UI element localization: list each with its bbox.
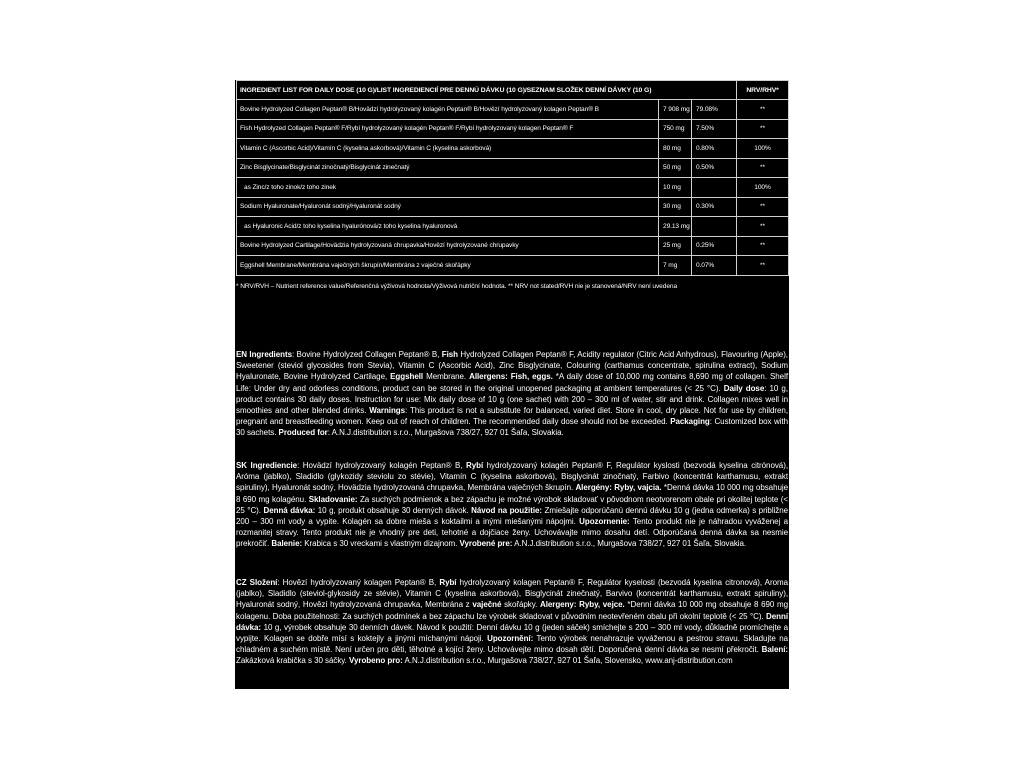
bold-text-run: Produced for bbox=[278, 428, 328, 438]
ingredient-name-cell: Bovine Hydrolyzed Collagen Peptan® B/Hovädzí hydrolyzovaný kolagén Peptan® B/Hovězí hydrolyzovaný kolagen Peptan® B bbox=[237, 100, 659, 120]
ingredient-name-cell: Eggshell Membrane/Membrána vaječných škrupín/Membrána z vaječné skořápky bbox=[237, 256, 659, 276]
table-row bbox=[237, 236, 789, 256]
text-run: : 10 g, product contains 30 daily doses. Instruction for use: Mix daily dose of 10 g (one sachet) with 200 – 300 ml of water, stir and drink. Collagen mixes well in smoothies and other blended drinks. bbox=[236, 383, 788, 416]
text-run: : Customized box with 30 sachets. bbox=[236, 417, 788, 438]
text-run: Membrane. bbox=[423, 372, 470, 382]
text-run: A.N.J.distribution s.r.o., Murgašova 738/27, 927 01 Šaľa, Slovensko, www.anj-distribution.com bbox=[402, 656, 733, 666]
bold-text-run: Rybí bbox=[439, 578, 457, 587]
text-run: Zakázková krabička s 30 sáčky. bbox=[236, 656, 350, 666]
text-run: 10 g, výrobek obsahuje 30 denních dávek. Návod k použití: Denní dávku 10 g (jeden sáček) smíchejte s 200 – 300 ml vody, důkladně promíchejte a vypijte. Kolagen se dobře mísí s koktejly a jinými míchanými nápoji. bbox=[236, 622, 788, 644]
ingredient-name-cell: as Zinc/z toho zinok/z toho zinek bbox=[237, 178, 659, 198]
amount-cell: 7 908 mg bbox=[659, 100, 692, 120]
text-run: : This product is not a substitute for balanced, varied diet. Store in cool, dry place. Not for use by children, pregnant and breastfeeding women. Keep out of reach of children. The recommended daily dose should not be exceeded. bbox=[236, 406, 788, 427]
bold-text-run: Daily dose bbox=[723, 383, 765, 393]
bold-text-run: Návod na použitie: bbox=[471, 505, 543, 515]
table-row bbox=[237, 119, 789, 139]
bold-text-run: vaječné bbox=[472, 600, 502, 610]
table-row bbox=[237, 256, 789, 276]
table-row bbox=[237, 139, 789, 159]
table-row bbox=[237, 217, 789, 237]
text-run: A.N.J.distribution s.r.o., Murgašova 738/27, 927 01 Šaľa, Slovakia. bbox=[512, 539, 747, 549]
bold-text-run: CZ Složení bbox=[236, 578, 278, 587]
bold-text-run: Denní dávka: bbox=[236, 611, 788, 632]
text-run: : A.N.J.distribution s.r.o., Murgašova 738/27, 927 01 Šaľa, Slovakia. bbox=[327, 428, 564, 438]
text-run: Tento výrobek nenahrazuje vyváženou a pestrou stravu. Skladujte na chladném a suchém místě. Není určen pro děti, těhotné a kojící ženy. Uchovávejte mimo dosah dětí. Doporučená denní dávka se nesmí překročit. bbox=[236, 634, 788, 655]
amount-cell: 50 mg bbox=[659, 158, 692, 178]
nrv-cell: ** bbox=[737, 100, 789, 120]
text-run: Za suchých podmienok a bez zápachu je možné výrobok skladovať v pôvodnom neotvorenom obale pri okolitej teplote (< 25 °C). bbox=[236, 494, 789, 515]
ingredient-name-cell: as Hyaluronic Acid/z toho kyselina hyalurónová/z toho kyselina hyaluronová bbox=[237, 217, 659, 237]
ingredient-name-cell: Vitamin C (Ascorbic Acid)/Vitamín C (kyselina askorbová)/Vitamin C (kyselina askorbová) bbox=[237, 139, 659, 159]
bold-text-run: Eggshell bbox=[390, 372, 424, 382]
amount-cell: 29.13 mg bbox=[659, 217, 692, 237]
percent-cell bbox=[692, 217, 737, 237]
text-run: hydrolyzovaný kolagen Peptan® F, Regulátor kyselosti (bezvodá kyselina citronová), Aroma (jablko), Sladidlo (steviol-glykosidy ze stévie), Vitamin C (kyselina askorbová), Bisglycinát zinečnatý, Barvivo (koncentrát karthamusu, extrakt spiruliny), Hyaluronát sodný, Hovězí hydrolyzovaná chrupavka, Membrána z bbox=[236, 578, 788, 610]
nrv-cell: ** bbox=[737, 217, 789, 237]
nrv-cell: 100% bbox=[737, 139, 789, 159]
nrv-cell: ** bbox=[737, 197, 789, 217]
bold-text-run: SK Ingrediencie bbox=[236, 461, 298, 470]
nrv-cell: ** bbox=[737, 119, 789, 139]
percent-cell: 0.07% bbox=[692, 256, 737, 276]
bold-text-run: Balenie: bbox=[271, 539, 303, 549]
text-run: *A daily dose of 10,000 mg contains 8,690 mg of collagen. Shelf Life: Under dry and odorless conditions, product can be stored in the original unopened packaging at ambient temperatures (< 25 °C). bbox=[236, 372, 788, 393]
percent-cell bbox=[692, 178, 737, 198]
amount-cell: 7 mg bbox=[659, 256, 692, 276]
text-run: skořápky. bbox=[501, 600, 540, 610]
text-run: : Hovädzí hydrolyzovaný kolagén Peptan® B, bbox=[297, 461, 466, 470]
text-run: : Bovine Hydrolyzed Collagen Peptan® B, bbox=[291, 350, 442, 359]
text-run: *Denná dávka 10 000 mg obsahuje 8 690 mg kolagénu. bbox=[236, 483, 788, 504]
bold-text-run: Packaging bbox=[670, 417, 710, 427]
bold-text-run: Denná dávka: bbox=[263, 505, 316, 515]
nrv-header: NRV/RHV* bbox=[737, 81, 789, 100]
percent-cell: 79.08% bbox=[692, 100, 737, 120]
ingredients-en-paragraph bbox=[236, 349, 788, 439]
bold-text-run: Alergeny: Ryby, vejce. bbox=[539, 600, 625, 610]
amount-cell: 30 mg bbox=[659, 197, 692, 217]
nrv-cell: 100% bbox=[737, 178, 789, 198]
bold-text-run: Upozornění: bbox=[487, 634, 534, 644]
percent-cell: 0.80% bbox=[692, 139, 737, 159]
text-run: 10 g, produkt obsahuje 30 denných dávok. bbox=[315, 505, 472, 515]
ingredient-name-cell: Zinc Bisglycinate/Bisglycinát zinočnatý/Bisglycinát zinečnatý bbox=[237, 158, 659, 178]
nrv-cell: ** bbox=[737, 158, 789, 178]
bold-text-run: Warnings bbox=[369, 406, 406, 416]
ingredients-cz-paragraph bbox=[236, 577, 788, 667]
percent-cell: 0.50% bbox=[692, 158, 737, 178]
percent-cell: 0.25% bbox=[692, 236, 737, 256]
bold-text-run: Allergens: Fish, eggs. bbox=[469, 372, 553, 382]
text-run: Tento produkt nie je náhradou vyváženej a rozmanitej stravy. Tento produkt nie je vhodný pre deti, tehotné a dojčiace ženy. Uchovávajte mimo dosahu detí. Odporúčaná denná dávka sa nesmie prekročiť. bbox=[236, 517, 789, 549]
table-row bbox=[237, 178, 789, 198]
table-row bbox=[237, 100, 789, 120]
nrv-cell: ** bbox=[737, 256, 789, 276]
bold-text-run: Alergény: Ryby, vajcia. bbox=[575, 483, 662, 493]
ingredient-table bbox=[236, 80, 789, 276]
bold-text-run: Balení: bbox=[761, 645, 788, 655]
table-row bbox=[237, 197, 789, 217]
bold-text-run: EN Ingredients bbox=[236, 350, 292, 359]
text-run: : Hovězí hydrolyzovaný kolagen Peptan® B, bbox=[277, 578, 440, 587]
amount-cell: 80 mg bbox=[659, 139, 692, 159]
text-run: Hydrolyzed Collagen Peptan® F, Acidity regulator (Citric Acid Anhydrous), Flavouring (Apple), Sweetener (steviol glycosides from Stevia), Vitamin C (Ascorbic Acid), Zinc Bisglycinate, Colouring (carthamus concentrate, spirulina extract), Sodium Hyaluronate, Bovine Hydrolyzed Cartilage, bbox=[236, 350, 788, 382]
text-run: *Denní dávka 10 000 mg obsahuje 8 690 mg kolagenu. Doba použitelnosti: Za suchých podmínek a bez zápachu lze výrobek skladovat v původním neotevřeném obalu při okolní teplotě (< 25 °C). bbox=[236, 600, 788, 621]
percent-cell: 0.30% bbox=[692, 197, 737, 217]
bold-text-run: Skladovanie: bbox=[308, 494, 358, 504]
bold-text-run: Upozornenie: bbox=[579, 517, 630, 527]
amount-cell: 10 mg bbox=[659, 178, 692, 198]
percent-cell: 7.50% bbox=[692, 119, 737, 139]
nrv-cell: ** bbox=[737, 236, 789, 256]
ingredient-name-cell: Bovine Hydrolyzed Cartilage/Hovädzia hydrolyzovaná chrupavka/Hovězí hydrolyzované chrupavky bbox=[237, 236, 659, 256]
table-header-row bbox=[237, 81, 789, 100]
bold-text-run: Vyrobené pre: bbox=[459, 539, 513, 549]
ingredient-name-cell: Sodium Hyaluronate/Hyaluronát sodný/Hyaluronát sodný bbox=[237, 197, 659, 217]
text-run: Zmiešajte odporúčanú dennú dávku 10 g (jedna odmerka) s približne 200 – 300 ml vody a vypite. Kolagén sa dobre mieša s koktailmi a inými miešanými nápojmi. bbox=[236, 505, 789, 527]
ingredient-name-cell: Fish Hydrolyzed Collagen Peptan® F/Rybí hydrolyzovaný kolagén Peptan® F/Rybí hydrolyzovaný kolagen Peptan® F bbox=[237, 119, 659, 139]
ingredient-header: INGREDIENT LIST FOR DAILY DOSE (10 G)/LIST INGREDIENCIÍ PRE DENNÚ DÁVKU (10 G)/SEZNAM SLOŽEK DENNÍ DÁVKY (10 G) bbox=[237, 81, 737, 100]
nutrition-label-panel bbox=[235, 80, 789, 689]
nrv-footnote: * NRV/RVH – Nutrient reference value/Referenčná výživová hodnota/Výživová nutriční hodnota. ** NRV not stated/RVH nie je stanovená/NRV není uvedena bbox=[236, 283, 678, 290]
text-run: Krabica s 30 vreckami s vlastným dizajnom. bbox=[302, 539, 460, 549]
amount-cell: 750 mg bbox=[659, 119, 692, 139]
bold-text-run: Fish bbox=[441, 350, 458, 359]
text-run: hydrolyzovaný kolagén Peptan® F, Regulátor kyslosti (bezvodá kyselina citrónová), Aróma (jablko), Sladidlo (glykozidy steviolu zo stévie), Vitamín C (kyselina askorbová), Bisglycinát zinočnatý, Farbivo (koncentrát karthamusu, extrakt spiruliny), Hyaluronát sodný, Hovädzia hydrolyzovaná chrupavka, Membrána vaječných škrupín. bbox=[236, 461, 788, 493]
bold-text-run: Rybí bbox=[465, 461, 484, 470]
amount-cell: 25 mg bbox=[659, 236, 692, 256]
ingredients-sk-paragraph bbox=[236, 460, 788, 550]
table-row bbox=[237, 158, 789, 178]
bold-text-run: Vyrobeno pro: bbox=[349, 656, 403, 666]
